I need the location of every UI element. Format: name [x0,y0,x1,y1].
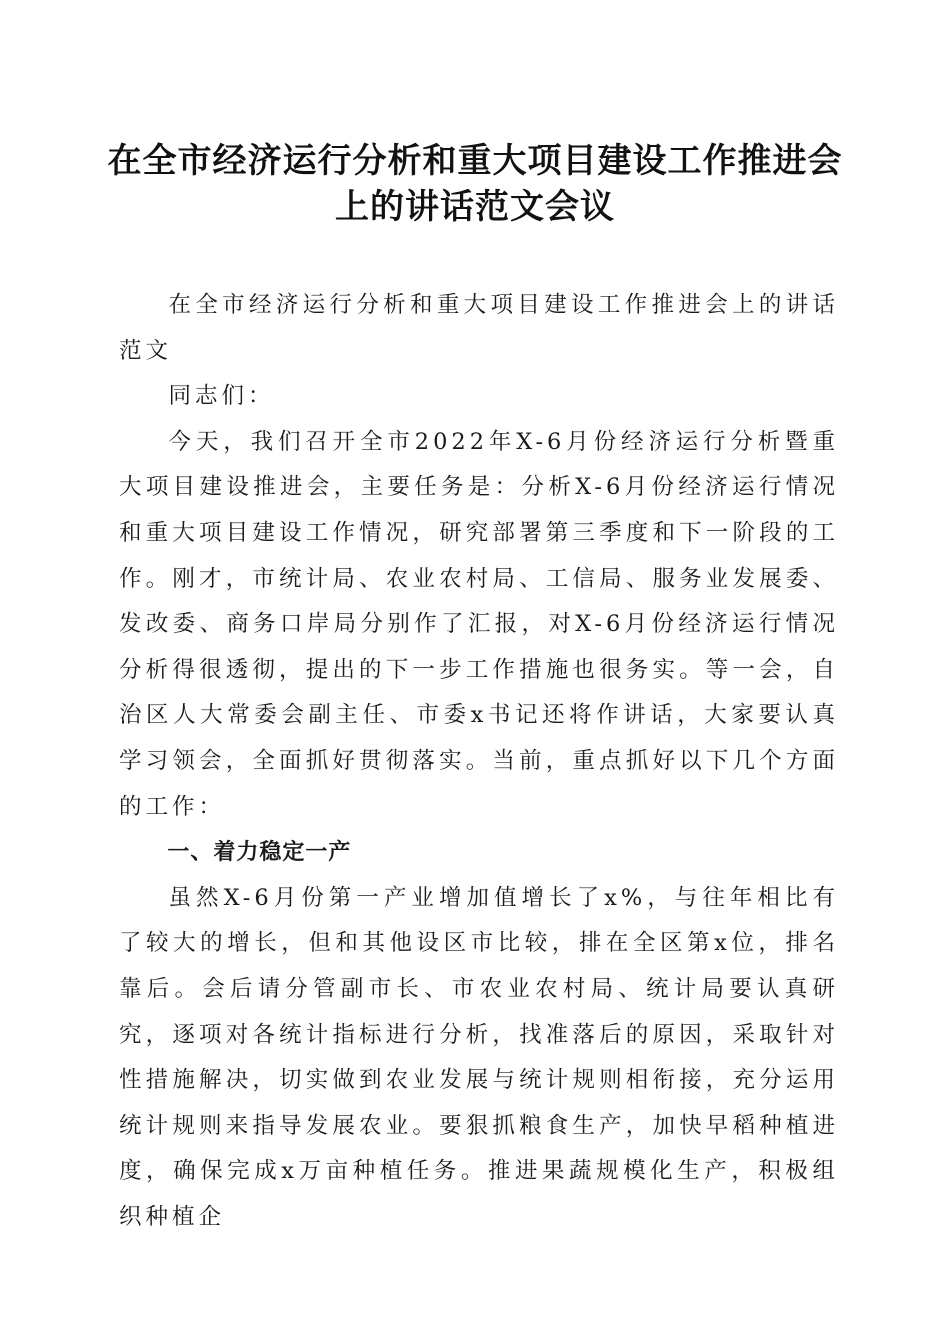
document-body [119,283,839,1240]
document-title: 在全市经济运行分析和重大项目建设工作推进会上的讲话范文会议 [107,141,843,227]
section-heading: 一、着力稳定一产 [167,840,352,866]
salutation: 同志们： [168,383,275,410]
opening-paragraph: 今天，我们召开全市2022年X-6月份经济运行分析暨重大项目建设推进会，主要任务是：分析X-6月份经济运行情况和重大项目建设工作情况，研究部署第三季度和下一阶段的工作。刚才，市统计局、农业农村局、工信局、服务业发展委、发改委、商务口岸局分别作了汇报，对X-6月份经济运行情况分析得很透彻，提出的下一步工作措施也很务实。等一会，自治区人大常委会副主任、市委x书记还将作讲话，大家要认真学习领会，全面抓好贯彻落实。当前，重点抓好以下几个方面的工作： [119,428,839,820]
section-paragraph: 虽然X-6月份第一产业增加值增长了x%，与往年相比有了较大的增长，但和其他设区市比较，排在全区第x位，排名靠后。会后请分管副市长、市农业农村局、统计局要认真研究，逐项对各统计指标进行分析，找准落后的原因，采取针对性措施解决，切实做到农业发展与统计规则相衔接，充分运用统计规则来指导发展农业。要狠抓粮食生产，加快早稻种植进度，确保完成x万亩种植任务。推进果蔬规模化生产，积极组织种植企 [119,884,839,1230]
intro-paragraph: 在全市经济运行分析和重大项目建设工作推进会上的讲话范文 [119,292,839,364]
